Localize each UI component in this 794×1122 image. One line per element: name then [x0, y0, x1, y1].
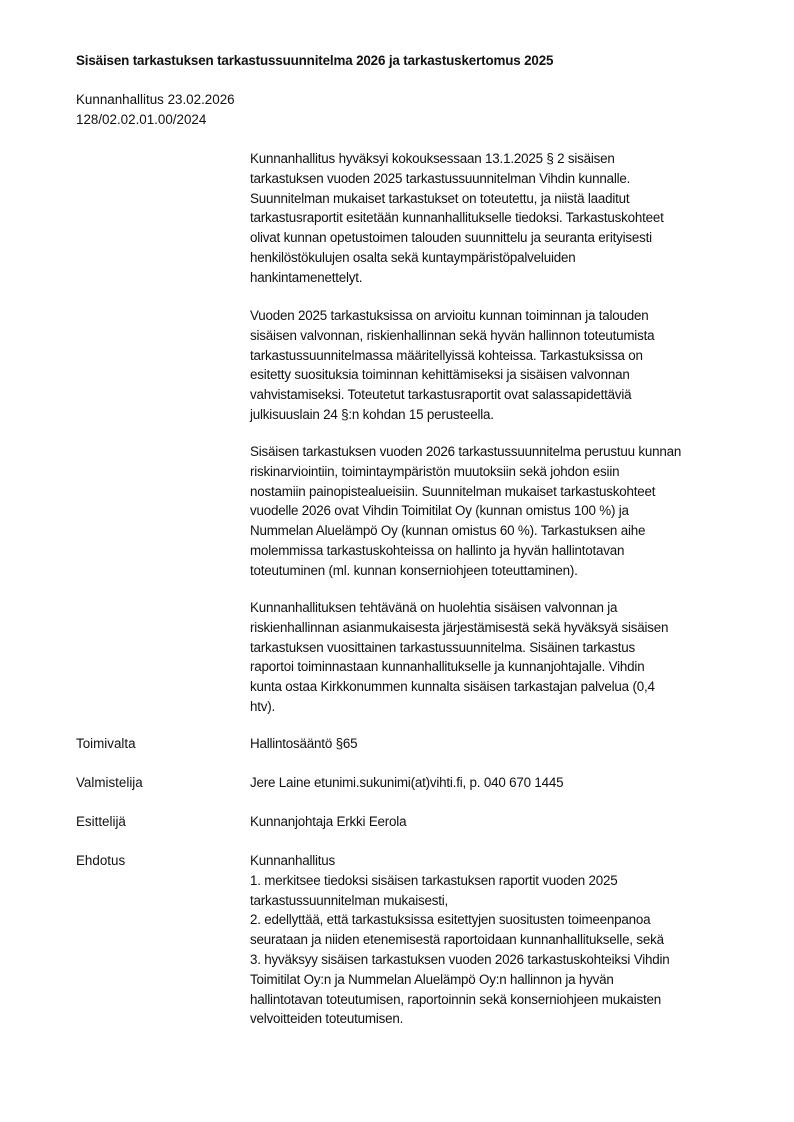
text-line: vahvistamiseksi. Toteutetut tarkastusraportit ovat salassapidettäviä — [250, 387, 632, 403]
text-line: tarkastussuunnitelmassa määritellyissä kohteissa. Tarkastuksissa on — [250, 347, 643, 363]
text-line: julkisuuslain 24 §:n kohdan 15 perusteella. — [250, 406, 494, 422]
document-meta — [76, 90, 235, 130]
text-line: riskienhallinnan asianmukaisesta järjestämisestä sekä hyväksyä sisäisen — [250, 619, 669, 635]
record-number: 128/02.02.01.00/2024 — [76, 111, 207, 127]
text-line: Kunnanhallituksen tehtävänä on huolehtia sisäisen valvonnan ja — [250, 600, 618, 615]
text-line: Sisäisen tarkastuksen vuoden 2026 tarkastussuunnitelma perustuu kunnan — [250, 444, 682, 459]
text-line: vuodelle 2026 ovat Vihdin Toimitilat Oy (kunnan omistus 100 %) ja — [250, 503, 629, 519]
body-paragraph-4 — [250, 598, 740, 717]
text-line: raportoi toiminnastaan kunnanhallitukselle ja kunnanjohtajalle. Vihdin — [250, 659, 645, 675]
text-line: 3. hyväksyy sisäisen tarkastuksen vuoden 2026 tarkastuskohteiksi Vihdin — [250, 951, 670, 967]
text-line: Suunnitelman mukaiset tarkastukset on toteutettu, ja niistä laaditut — [250, 190, 630, 206]
text-line: nostamiin painopistealueisiin. Suunnitelman mukaiset tarkastuskohteet — [250, 483, 656, 499]
field-label: Esittelijä — [76, 814, 126, 829]
text-line: esitetty suosituksia toiminnan kehittämiseksi ja sisäisen valvonnan — [250, 367, 630, 383]
text-line: htv). — [250, 698, 276, 714]
text-line: kunta ostaa Kirkkonummen kunnalta sisäisen tarkastajan palvelua (0,4 — [250, 679, 655, 695]
text-line: 2. edellyttää, että tarkastuksissa esitettyjen suositusten toimeenpanoa — [250, 912, 651, 928]
proposal-text — [250, 851, 670, 1029]
text-line: velvoitteiden toteutumisen. — [250, 1011, 404, 1027]
body-paragraph-2 — [250, 306, 740, 425]
text-line: hallintotavan toteutumisen, raportoinnin sekä konserniohjeen mukaisten — [250, 991, 662, 1007]
text-line: Kunnanhallitus — [250, 853, 336, 868]
body-paragraph-1 — [250, 149, 740, 288]
field-label: Valmistelija — [76, 775, 143, 790]
text-line: olivat kunnan opetustoimen talouden suunnittelu ja seuranta erityisesti — [250, 230, 652, 246]
text-line: molemmissa tarkastuskohteissa on hallinto ja hyvän hallintotavan — [250, 542, 625, 558]
text-line: toteutuminen (ml. kunnan konserniohjeen toteuttaminen). — [250, 562, 578, 578]
text-line: sisäisen valvonnan, riskienhallinnan sekä hyvän hallinnon toteutumista — [250, 327, 655, 343]
field-value: Kunnanjohtaja Erkki Eerola — [250, 814, 407, 829]
meeting-info: Kunnanhallitus 23.02.2026 — [76, 92, 235, 107]
text-line: riskinarviointiin, toimintaympäristön muutoksiin sekä johdon esiin — [250, 463, 620, 479]
text-line: Kunnanhallitus hyväksyi kokouksessaan 13.1.2025 § 2 sisäisen — [250, 151, 615, 166]
body-paragraph-3 — [250, 442, 740, 581]
text-line: tarkastuksen vuoden 2025 tarkastussuunnitelman Vihdin kunnalle. — [250, 170, 631, 186]
text-line: Nummelan Aluelämpö Oy (kunnan omistus 60 %). Tarkastuksen aihe — [250, 523, 646, 539]
text-line: Toimitilat Oy:n ja Nummelan Aluelämpö Oy:n hallinnon ja hyvän — [250, 971, 614, 987]
text-line: tarkastussuunnitelman mukaisesti, — [250, 892, 449, 908]
field-label: Ehdotus — [76, 853, 126, 868]
field-label: Toimivalta — [76, 736, 136, 751]
text-line: henkilöstökulujen osalta sekä kuntaympäristöpalveluiden — [250, 249, 576, 265]
field-value: Hallintosääntö §65 — [250, 736, 358, 751]
text-line: tarkastusraportit esitetään kunnanhallitukselle tiedoksi. Tarkastuskohteet — [250, 210, 664, 226]
text-line: seurataan ja niiden etenemisestä raportoidaan kunnanhallitukselle, sekä — [250, 932, 664, 948]
document-title: Sisäisen tarkastuksen tarkastussuunnitelma 2026 ja tarkastuskertomus 2025 — [76, 53, 554, 68]
text-line: 1. merkitsee tiedoksi sisäisen tarkastuksen raportit vuoden 2025 — [250, 872, 618, 888]
field-value: Jere Laine etunimi.sukunimi(at)vihti.fi, p. 040 670 1445 — [250, 775, 564, 790]
text-line: hankintamenettelyt. — [250, 269, 363, 285]
text-line: Vuoden 2025 tarkastuksissa on arvioitu kunnan toiminnan ja talouden — [250, 308, 649, 323]
text-line: tarkastuksen vuosittainen tarkastussuunnitelma. Sisäinen tarkastus — [250, 639, 636, 655]
